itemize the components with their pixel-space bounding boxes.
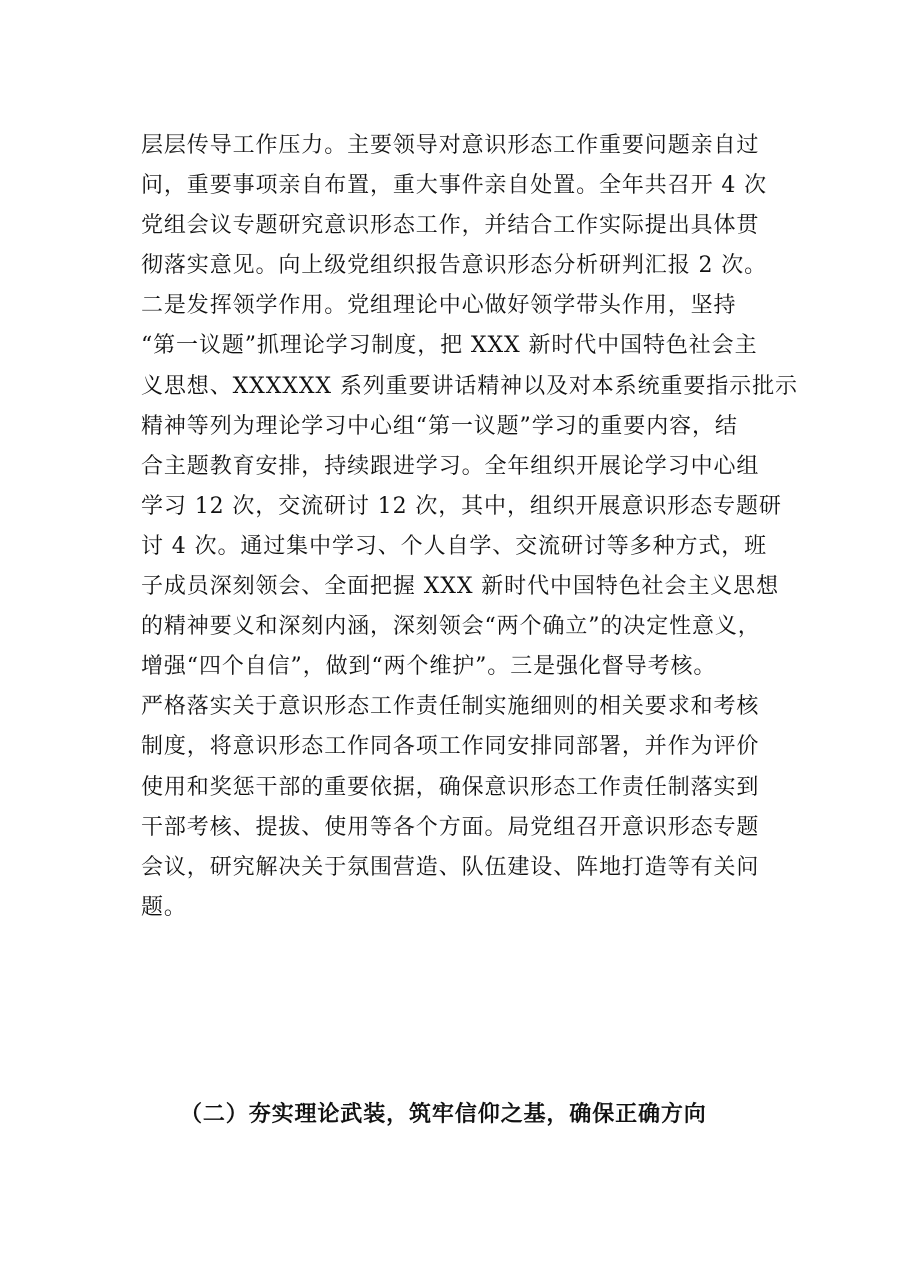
paragraph-line: 讨 4 次。通过集中学习、个人自学、交流研讨等多种方式，班: [141, 533, 768, 559]
section-heading: （二）夯实理论武装，筑牢信仰之基，确保正确方向: [180, 1101, 707, 1127]
paragraph-line: 题。: [141, 894, 187, 920]
paragraph-line: 制度，将意识形态工作同各项工作同安排同部署，并作为评价: [141, 734, 760, 760]
paragraph-line: 党组会议专题研究意识形态工作，并结合工作实际提出具体贯: [141, 213, 760, 239]
paragraph-line: 彻落实意见。向上级党组织报告意识形态分析研判汇报 2 次。: [141, 253, 768, 279]
paragraph-line: 增强“四个自信”，做到“两个维护”。三是强化督导考核。: [141, 654, 717, 680]
paragraph-line: 问，重要事项亲自布置，重大事件亲自处置。全年共召开 4 次: [141, 173, 768, 199]
paragraph-line: 学习 12 次，交流研讨 12 次，其中，组织开展意识形态专题研: [141, 493, 782, 519]
paragraph-line: 义思想、XXXXXX 系列重要讲话精神以及对本系统重要指示批示: [141, 373, 798, 399]
paragraph-line: 层层传导工作压力。主要领导对意识形态工作重要问题亲自过: [141, 133, 760, 158]
paragraph-line: 子成员深刻领会、全面把握 XXX 新时代中国特色社会主义思想: [141, 574, 779, 600]
paragraph-line: 干部考核、提拔、使用等各个方面。局党组召开意识形态专题: [141, 814, 760, 840]
paragraph-line: 精神等列为理论学习中心组“第一议题”学习的重要内容，结: [141, 413, 738, 439]
paragraph-line: 二是发挥领学作用。党组理论中心做好领学带头作用，坚持: [141, 293, 737, 319]
paragraph-line: 严格落实关于意识形态工作责任制实施细则的相关要求和考核: [141, 694, 760, 720]
paragraph-line: 使用和奖惩干部的重要依据，确保意识形态工作责任制落实到: [141, 774, 760, 800]
paragraph-line: “第一议题”抓理论学习制度，把 XXX 新时代中国特色社会主: [141, 333, 758, 359]
paragraph-line: 的精神要义和深刻内涵，深刻领会“两个确立”的决定性意义，: [141, 614, 761, 640]
paragraph-line: 合主题教育安排，持续跟进学习。全年组织开展论学习中心组: [141, 453, 760, 479]
paragraph-line: 会议，研究解决关于氛围营造、队伍建设、阵地打造等有关问: [141, 854, 760, 880]
body-paragraph: [141, 126, 798, 928]
